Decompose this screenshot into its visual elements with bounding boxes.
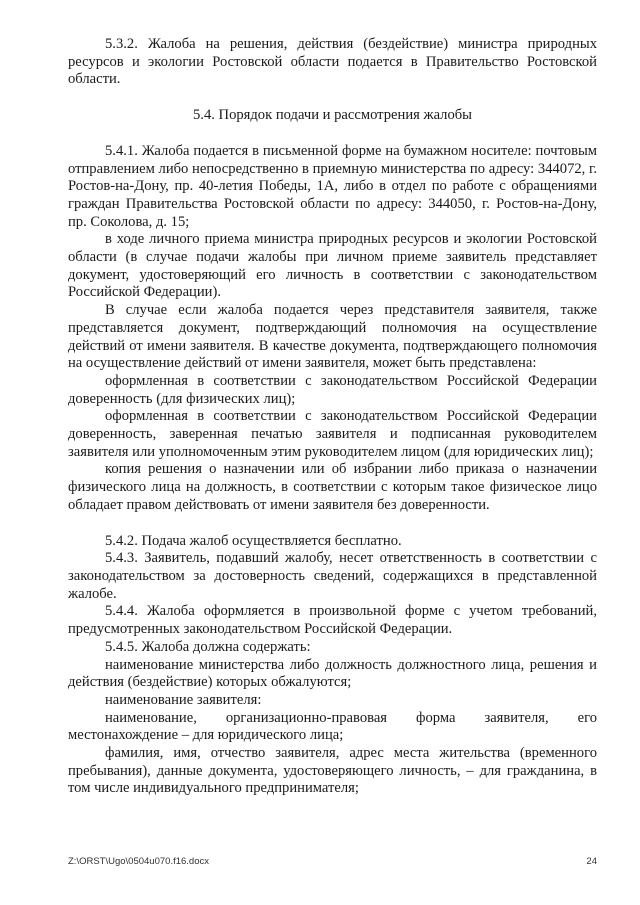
section-heading-5-4: 5.4. Порядок подачи и рассмотрения жалобы — [193, 107, 472, 124]
paragraph-representative: В случае если жалоба подается через представителя заявителя, также представляется документ, подтверждающий полномочия на осуществление действий от имени заявителя. В качестве документа, подтверждающего полномочия на осуществление действий от имени заявителя, может быть представлена: — [68, 302, 597, 372]
paragraph-individual-power-of-attorney: оформленная в соответствии с законодательством Российской Федерации доверенность (для физических лиц); — [68, 372, 597, 407]
paragraph-legal-entity-power-of-attorney: оформленная в соответствии с законодательством Российской Федерации доверенность, заверенная печатью заявителя и подписанная руководителем заявителя или уполномоченным этим руководителем лицом (для юридических лиц); — [68, 408, 597, 460]
document-page — [68, 36, 597, 798]
file-path: Z:\ORST\Ugo\0504u070.f16.docx — [68, 856, 209, 867]
paragraph-5-4-4: 5.4.4. Жалоба оформляется в произвольной форме с учетом требований, предусмотренных законодательством Российской Федерации. — [68, 603, 597, 638]
paragraph-legal-entity-details: наименование, организационно-правовая форма заявителя, его местонахождение – для юридического лица; — [68, 709, 597, 744]
paragraph-5-4-5: 5.4.5. Жалоба должна содержать: — [105, 638, 311, 655]
paragraph-citizen-details: фамилия, имя, отчество заявителя, адрес места жительства (временного пребывания), данные документа, удостоверяющего личность, – для гражданина, в том числе индивидуального предпринимателя; — [68, 745, 597, 797]
paragraph-5-4-1: 5.4.1. Жалоба подается в письменной форме на бумажном носителе: почтовым отправлением либо непосредственно в приемную министерства по адресу: 344072, г. Ростов-на-Дону, пр. 40-летия Победы, 1А, либо в отдел по работе с обращениями граждан Правительства Ростовской области по адресу: 344050, г. Ростов-на-Дону, пр. Соколова, д. 15; — [68, 142, 597, 230]
paragraph-appointment-copy: копия решения о назначении или об избрании либо приказа о назначении физического лица на должность, в соответствии с которым такое физическое лицо обладает правом действовать от имени заявителя без доверенности. — [68, 461, 597, 513]
paragraph-5-4-3: 5.4.3. Заявитель, подавший жалобу, несет ответственность в соответствии с законодательством за достоверность сведений, содержащихся в представленной жалобе. — [68, 550, 597, 602]
paragraph-personal-reception: в ходе личного приема министра природных ресурсов и экологии Ростовской области (в случае подачи жалобы при личном приеме заявитель представляет документ, удостоверяющий его личность в соответствии с законодательством Российской Федерации). — [68, 231, 597, 301]
paragraph-5-3-2: 5.3.2. Жалоба на решения, действия (бездействие) министра природных ресурсов и экологии Ростовской области подается в Правительство Ростовской области. — [68, 36, 597, 88]
page-number: 24 — [586, 856, 597, 867]
paragraph-5-4-2: 5.4.2. Подача жалоб осуществляется бесплатно. — [105, 532, 402, 549]
paragraph-ministry-name: наименование министерства либо должность должностного лица, решения и действия (бездействие) которых обжалуются; — [68, 656, 597, 691]
paragraph-applicant-name: наименование заявителя: — [105, 691, 262, 708]
